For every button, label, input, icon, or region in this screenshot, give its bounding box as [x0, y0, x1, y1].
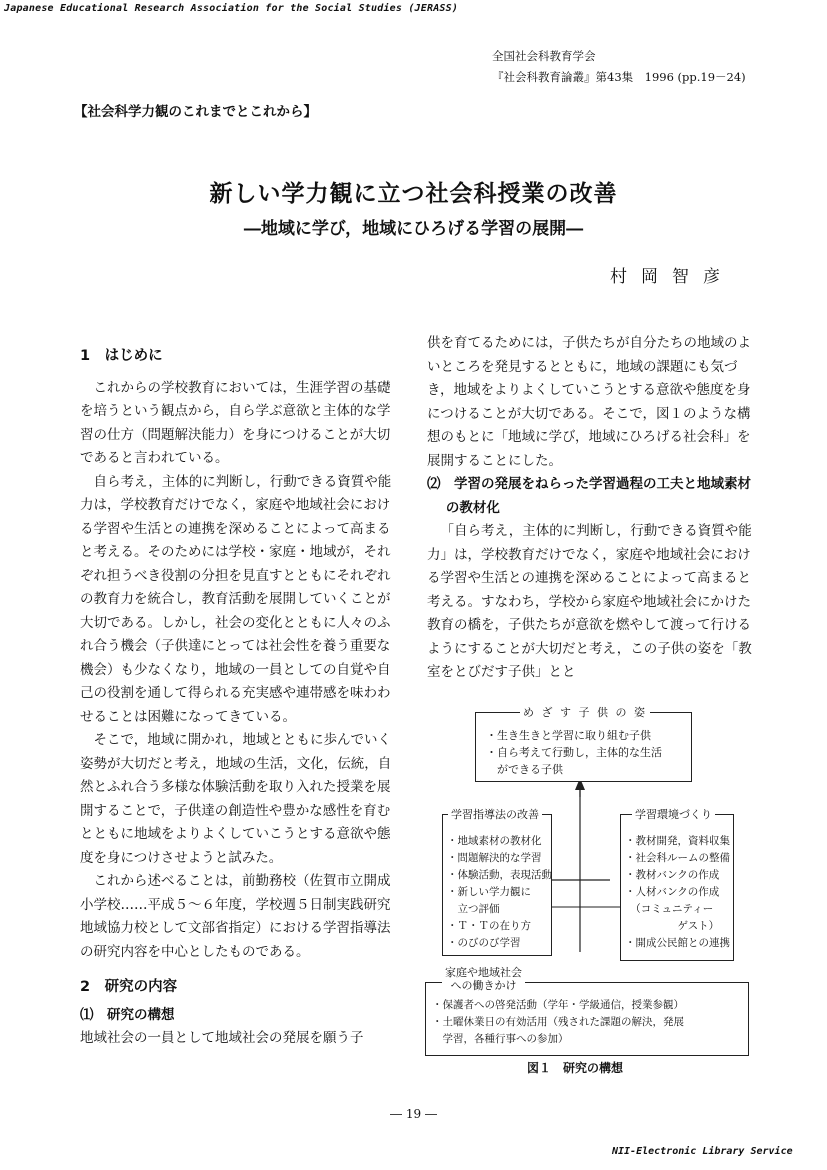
list-item: ・教材バンクの作成	[625, 869, 720, 881]
community-outreach-title	[442, 966, 525, 992]
list-item: ・体験活動，表現活動	[447, 869, 552, 881]
subsection-heading: ⑴ 研究の構想	[80, 1006, 175, 1023]
teaching-method-list	[447, 833, 552, 952]
section-heading: 2 研究の内容	[80, 979, 178, 995]
paragraph: 自ら考え，主体的に判断し，行動できる資質や能力は，学校教育だけでなく，家庭や地域社会における学習や生活との連携を深めることによって高まると考える。そのためには学校・家庭・地域が，それぞれ担うべき役割の分担を見直すとともにそれぞれの教育力を統合し，教育活動を展開していくことが大切である。しかし，社会の変化とともに人々のふれ合う機会（子供達にとっては社会性を養う重要な機会）も少なくなり，地域の一員としての自覚や自己の役割を通して得られる充実感や連帯感を味わわせることは困難になってきている。	[80, 473, 392, 725]
list-item: ・のびのび学習	[447, 937, 521, 949]
list-item: 学習，各種行事への参加）	[432, 1033, 569, 1045]
learning-environment-box	[620, 814, 734, 961]
list-item: ・開成公民館との連携	[625, 937, 730, 949]
list-item: 立つ評価	[447, 903, 500, 915]
goal-box-title: め ざ す 子 供 の 姿	[520, 704, 650, 720]
paragraph: 地域社会の一員として地域社会の発展を願う子	[80, 1030, 364, 1046]
community-outreach-title-line: 家庭や地域社会	[445, 966, 522, 979]
paragraph: これから述べることは，前勤務校（佐賀市立開成小学校……平成５～６年度，学校週５日制実践研究地域協力校として文部省指定）における学習指導法の研究内容を中心としたものである。	[80, 873, 391, 960]
learning-environment-list	[625, 833, 730, 952]
footer-service-label: NII-Electronic Library Service	[612, 1146, 793, 1157]
publisher-name: 全国社会科教育学会	[492, 49, 596, 63]
series-label: 【社会科学力観のこれまでとこれから】	[74, 104, 317, 120]
community-outreach-title-line: への働きかけ	[450, 979, 517, 992]
paragraph: 「自ら考え，主体的に判断し，行動できる資質や能力」は，学校教育だけでなく，家庭や地域社会における学習や生活との連携を深めることによって高まると考える。すなわち，学校から家庭や地域社会にかけた教育の橋を，子供たちが意欲を燃やして渡って行けるようにすることが大切だと考え，この子供の姿を「教室をとびだす子供」とと	[427, 523, 752, 680]
publication-info	[492, 46, 746, 88]
teaching-method-title: 学習指導法の改善	[448, 806, 542, 822]
paragraph: これからの学校教育においては，生涯学習の基礎を培うという観点から，自ら学ぶ意欲と主体的な学習の仕方（問題解決能力）を身につけることが大切であると言われている。	[80, 379, 391, 466]
list-item: ゲスト）	[625, 920, 720, 932]
subsection-heading: ⑵ 学習の発展をねらった学習過程の工夫と地域素材の教材化	[427, 476, 751, 516]
list-item: ができる子供	[486, 763, 563, 776]
article-title: 新しい学力観に立つ社会科授業の改善	[209, 180, 618, 207]
community-outreach-box	[425, 982, 749, 1056]
goal-list	[486, 727, 662, 778]
article-subtitle: ―地域に学び，地域にひろげる学習の展開―	[243, 219, 584, 239]
list-item: ・保護者への啓発活動（学年・学級通信，授業参観）	[432, 999, 684, 1011]
list-item: ・地域素材の教材化	[447, 835, 542, 847]
teaching-method-box	[442, 814, 552, 956]
list-item: ・新しい学力観に	[447, 886, 531, 898]
list-item: ・社会科ルームの整備	[625, 852, 730, 864]
journal-header-line: Japanese Educational Research Association for the Social Studies (JERASS)	[4, 3, 459, 14]
goal-box	[475, 712, 692, 782]
figure-research-framework	[420, 702, 755, 1064]
community-outreach-list	[432, 997, 684, 1048]
journal-citation: 『社会科教育論叢』第43集 1996 (pp.19－24)	[492, 70, 746, 84]
learning-environment-title: 学習環境づくり	[632, 806, 715, 822]
list-item: ・人材バンクの作成	[625, 886, 720, 898]
list-item: （コミュニティー	[625, 903, 714, 915]
section-heading: 1 はじめに	[80, 348, 163, 364]
page-number: ― 19 ―	[390, 1107, 437, 1121]
list-item: ・問題解決的な学習	[447, 852, 542, 864]
list-item: ・土曜休業日の有効活用（残された課題の解決，発展	[432, 1016, 684, 1028]
author-name: 村岡智彦	[610, 267, 734, 287]
paragraph: 供を育てるためには，子供たちが自分たちの地域のよいところを発見するとともに，地域の課題にも気づき，地域をよりよくしていこうとする意欲や態度を身につけることが大切である。そこで，図１のような構想のもとに「地域に学び，地域にひろげる社会科」を展開することにした。	[427, 335, 751, 469]
list-item: ・教材開発，資料収集	[625, 835, 730, 847]
paragraph: そこで，地域に開かれ，地域とともに歩んでいく姿勢が大切だと考え，地域の生活，文化，伝統，自然とふれ合う多様な体験活動を取り入れた授業を展開することで，子供達の創造性や豊かな感性を育むとともに地域をよりよくしていこうとする意欲や態度を身につけさせようと試みた。	[80, 732, 392, 866]
list-item: ・生き生きと学習に取り組む子供	[486, 729, 651, 742]
list-item: ・自ら考えて行動し，主体的な生活	[486, 746, 662, 759]
text-column-left	[80, 345, 392, 1051]
text-column-right	[427, 332, 757, 685]
list-item: ・Ｔ・Ｔの在り方	[447, 920, 531, 932]
figure-caption: 図１ 研究の構想	[527, 1061, 624, 1075]
